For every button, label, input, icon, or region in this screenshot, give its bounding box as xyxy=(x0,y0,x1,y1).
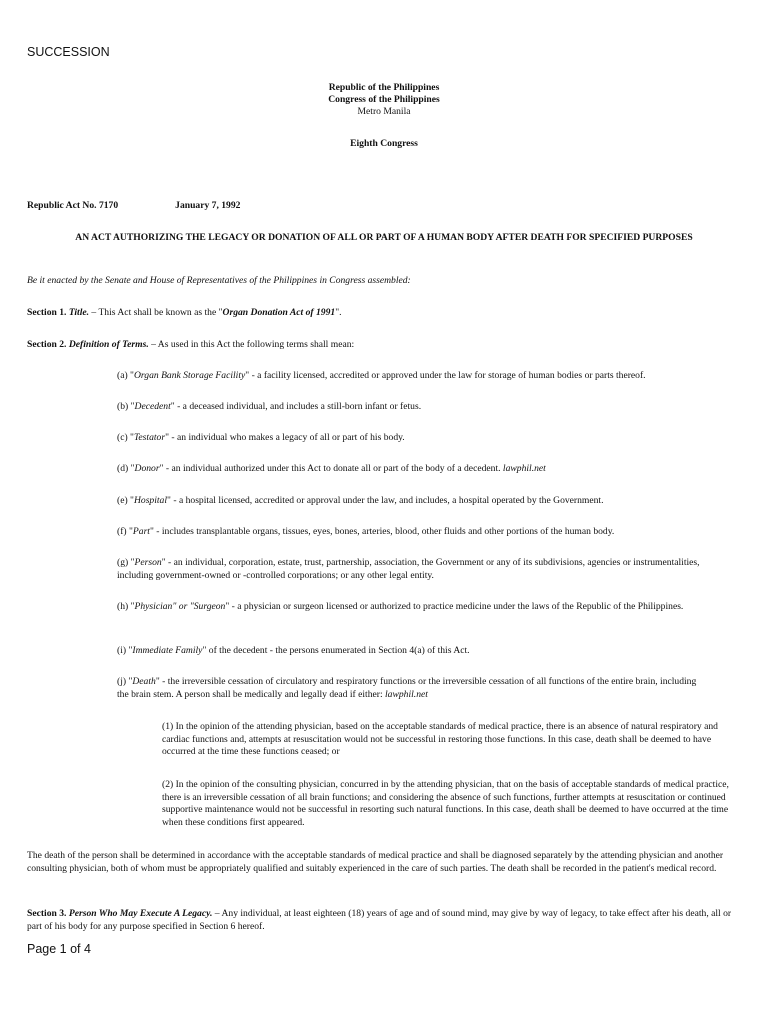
congress-number: Eighth Congress xyxy=(350,138,418,149)
definition-item: (f) "Part" - includes transplantable organs, tissues, eyes, bones, arteries, blood, other fluids and other portions of the human body. xyxy=(117,526,615,537)
section-2-text: – As used in this Act the following terms shall mean: xyxy=(148,339,355,350)
act-number-line xyxy=(27,200,739,213)
watermark-text: lawphil.net xyxy=(385,688,428,700)
definition-item: (g) "Person" - an individual, corporation, estate, trust, partnership, association, the Government or any of its subdivisions, agencies or instrumentalities, including government-owned or -controlled corporations; or any other legal entity. xyxy=(117,557,700,581)
definition-item: (i) "Immediate Family" of the decedent - the persons enumerated in Section 4(a) of this Act. xyxy=(117,645,470,656)
location-heading: Metro Manila xyxy=(357,106,411,117)
section-3-label: Section 3. xyxy=(27,908,67,919)
definition-item: (j) "Death" - the irreversible cessation of circulatory and respiratory functions or the irreversible cessation of all functions of the entire brain, including the brain stem. A person shall be medically and legally dead if either: lawphil.net xyxy=(117,676,697,700)
page-number: Page 1 of 4 xyxy=(27,942,91,956)
section-1-label: Section 1. xyxy=(27,307,67,318)
section-1-end: ". xyxy=(335,307,342,318)
section-1-text: – This Act shall be known as the " xyxy=(89,307,223,318)
definition-item: (h) "Physician" or "Surgeon" - a physician or surgeon licensed or authorized to practice medicine under the laws of the Republic of the Philippines. xyxy=(117,601,684,612)
congress-heading: Congress of the Philippines xyxy=(328,94,440,105)
definition-item: (b) "Decedent" - a deceased individual, and includes a still-born infant or fetus. xyxy=(117,401,422,412)
section-3 xyxy=(27,908,739,933)
definition-item: (a) "Organ Bank Storage Facility" - a facility licensed, accredited or approved under the law for storage of human bodies or parts thereof. xyxy=(117,370,646,381)
section-1 xyxy=(27,307,739,320)
section-2-label: Section 2. xyxy=(27,339,67,350)
section-1-heading: Title. xyxy=(68,307,90,318)
act-short-title: Organ Donation Act of 1991 xyxy=(222,307,336,318)
act-number: Republic Act No. 7170 xyxy=(27,200,119,211)
document-header: SUCCESSION xyxy=(27,45,110,59)
watermark-text: lawphil.net xyxy=(502,463,546,474)
act-date: January 7, 1992 xyxy=(175,200,241,211)
section-2 xyxy=(27,339,739,352)
section-3-heading: Person Who May Execute A Legacy. xyxy=(68,908,213,919)
death-determination-paragraph: The death of the person shall be determined in accordance with the acceptable standards of medical practice and shall be diagnosed separately by the attending physician and another consulting physician, both of whom must be appropriately qualified and suitably experienced in the care of such parties. The death shall be recorded in the patient's medical record. xyxy=(27,850,724,874)
death-criterion-1: (1) In the opinion of the attending physician, based on the acceptable standards of medical practice, there is an absence of natural respiratory and cardiac functions and, attempts at resuscitation would not be successful in restoring those functions. In this case, death shall be deemed to have occurred at the time these functions ceased; or xyxy=(162,721,718,757)
act-title: AN ACT AUTHORIZING THE LEGACY OR DONATION OF ALL OR PART OF A HUMAN BODY AFTER DEATH FOR SPECIFIED PURPOSES xyxy=(75,232,693,243)
definition-item: (d) "Donor" - an individual authorized under this Act to donate all or part of the body of a decedent. lawphil.net xyxy=(117,463,546,474)
definition-item: (c) "Testator" - an individual who makes a legacy of all or part of his body. xyxy=(117,432,405,443)
republic-heading: Republic of the Philippines xyxy=(328,82,440,93)
definition-item: (e) "Hospital" - a hospital licensed, accredited or approval under the law, and includes, a hospital operated by the Government. xyxy=(117,495,604,506)
death-criterion-2: (2) In the opinion of the consulting physician, concurred in by the attending physician, that on the basis of acceptable standards of medical practice, there is an irreversible cessation of all brain functions; and considering the absence of such functions, further attempts at resuscitation or continued supportive maintenance would not be successful in resorting such natural functions. In this case, death shall be deemed to have occurred at the time when these conditions first appeared. xyxy=(162,779,729,828)
section-2-heading: Definition of Terms. xyxy=(68,339,149,350)
section-3-text: – Any individual, at least eighteen (18) years of age and of sound mind, may give by way of legacy, to take effect after his death, all or part of his body for any purpose specified in Section 6 hereof. xyxy=(27,908,732,932)
enacting-clause: Be it enacted by the Senate and House of Representatives of the Philippines in Congress assembled: xyxy=(27,275,411,286)
